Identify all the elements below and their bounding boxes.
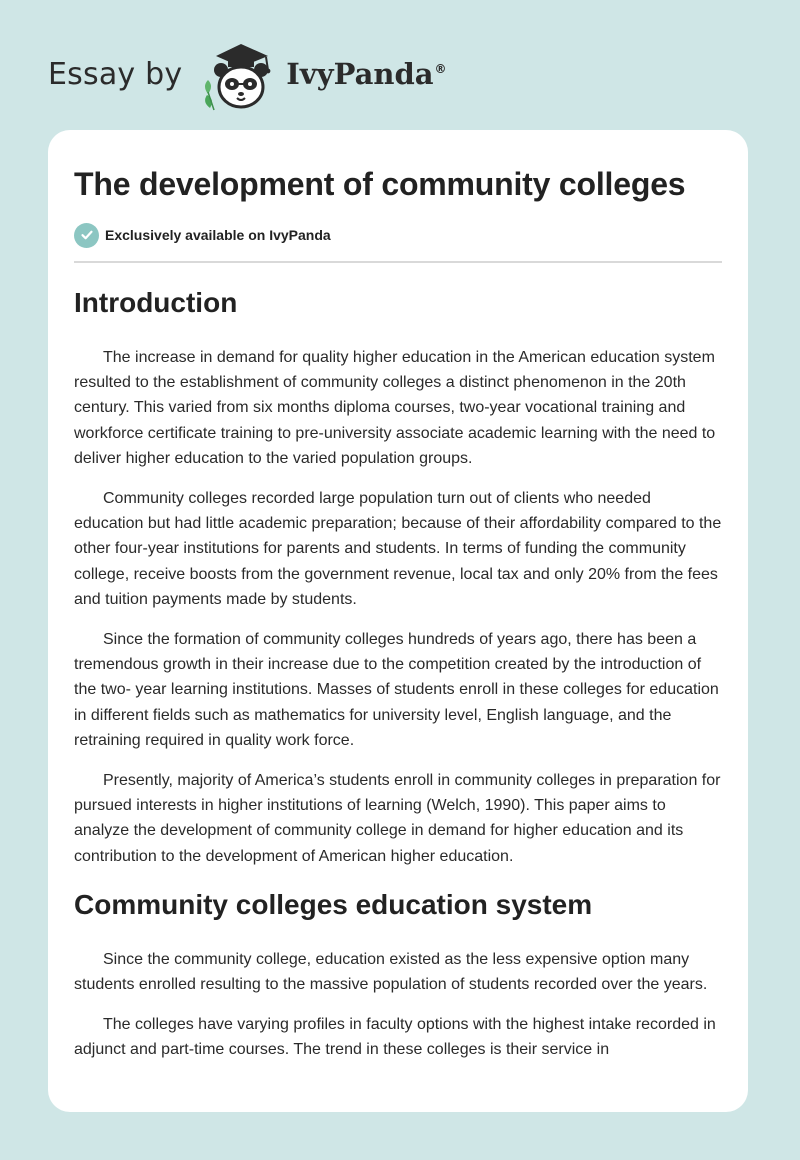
availability-text: Exclusively available on IvyPanda: [105, 227, 331, 243]
check-icon: [74, 223, 99, 248]
site-header: [48, 34, 447, 114]
brand-prefix: Essay by: [48, 56, 183, 92]
section-heading-education-system: Community colleges education system: [74, 888, 593, 920]
paragraph: Presently, majority of America’s students enroll in community colleges in preparation for pursued interests in higher institutions of learning (Welch, 1990). This paper aims to analyze the development of community college in demand for higher education and its contribution to the development of American higher education.: [74, 772, 721, 865]
paragraph: Since the formation of community colleges hundreds of years ago, there has been a tremendous growth in their increase due to the competition created by the introduction of the two- year learning institutions. Masses of students enroll in these colleges for education in different fields such as mathematics for university level, English language, and the retraining required in quality work force.: [74, 631, 719, 749]
panda-graduate-logo-icon[interactable]: [196, 34, 286, 114]
page-title: The development of community colleges: [74, 166, 686, 202]
brand-name[interactable]: IvyPanda®: [286, 57, 447, 91]
availability-note: [74, 222, 722, 248]
divider: [74, 261, 722, 263]
registered-mark: ®: [434, 62, 447, 77]
paragraph: The increase in demand for quality higher education in the American education system resulted to the establishment of community colleges a distinct phenomenon in the 20th century. This varied from six months diploma courses, two-year vocational training and workforce certificate training to pre-university associate academic learning with the need to deliver higher education to the varied population groups.: [74, 349, 716, 467]
essay-card: [48, 130, 748, 1112]
paragraph: Community colleges recorded large population turn out of clients who needed education but had little academic preparation; because of their affordability compared to the other four-year institutions for parents and students. In terms of funding the community college, receive boosts from the government revenue, local tax and only 20% from the fees and tuition payments made by students.: [74, 490, 722, 608]
paragraph: Since the community college, education existed as the less expensive option many students enrolled resulting to the massive population of students recorded over the years.: [74, 950, 708, 994]
paragraph: The colleges have varying profiles in faculty options with the highest intake recorded in adjunct and part-time courses. The trend in these colleges is their service in: [74, 1016, 716, 1059]
section-heading-introduction: Introduction: [74, 287, 238, 318]
